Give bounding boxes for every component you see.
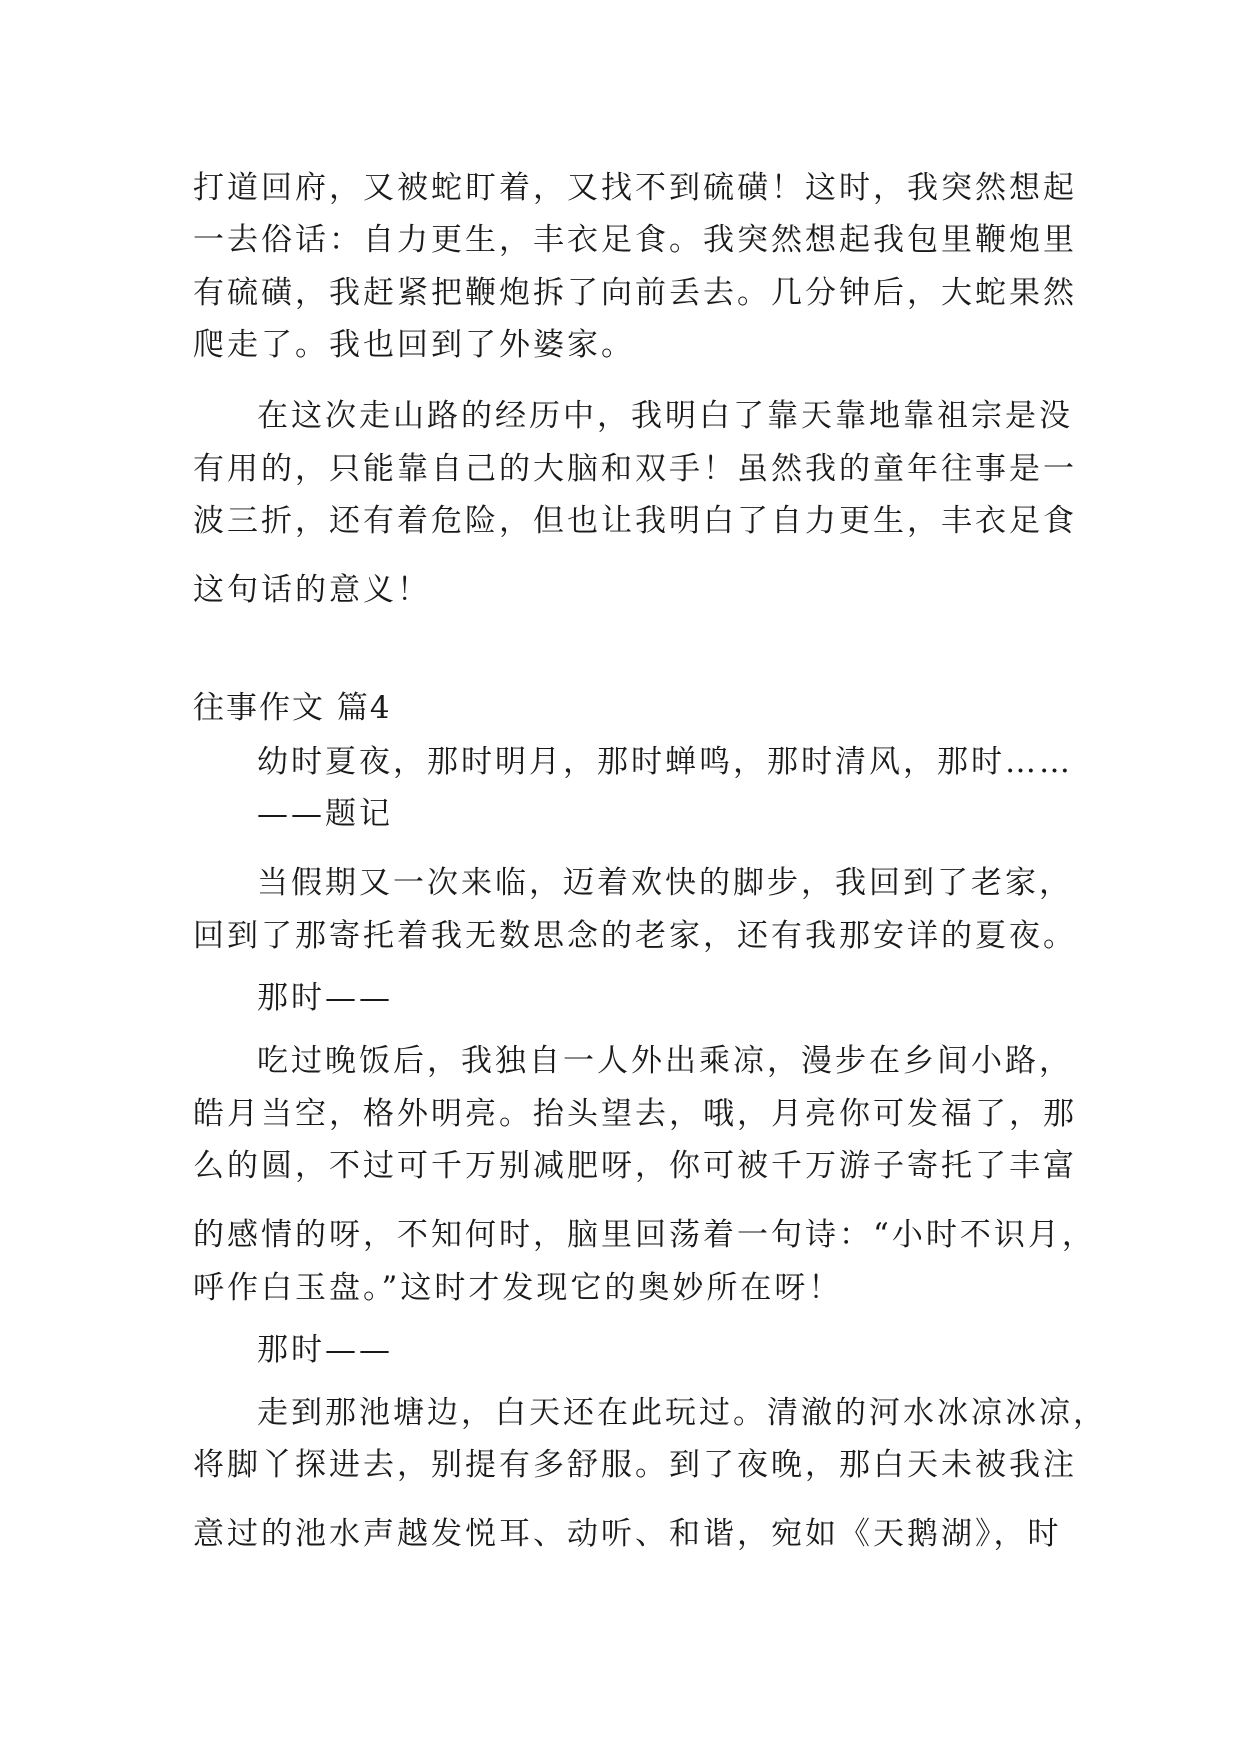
paragraph-line: 打道回府，又被蛇盯着，又找不到硫磺！这时，我突然想起: [193, 170, 1077, 206]
paragraph-line: 有硫磺，我赶紧把鞭炮拆了向前丢去。几分钟后，大蛇果然: [193, 275, 1077, 311]
paragraph-line: 皓月当空，格外明亮。抬头望去，哦，月亮你可发福了，那: [193, 1096, 1077, 1132]
paragraph-line: 那时——: [257, 980, 393, 1016]
paragraph-line: 意过的池水声越发悦耳、动听、和谐，宛如《天鹅湖》，时: [193, 1516, 1062, 1552]
paragraph-line: 回到了那寄托着我无数思念的老家，还有我那安详的夏夜。: [193, 918, 1077, 954]
paragraph-line: 么的圆，不过可千万别减肥呀，你可被千万游子寄托了丰富: [193, 1148, 1077, 1184]
paragraph-line: 呼作白玉盘。”这时才发现它的奥妙所在呀！: [193, 1270, 843, 1306]
paragraph-line: 的感情的呀，不知何时，脑里回荡着一句诗：“小时不识月，: [193, 1217, 1096, 1253]
paragraph-line: 在这次走山路的经历中，我明白了靠天靠地靠祖宗是没: [257, 398, 1073, 434]
epigraph-attribution: ——题记: [257, 796, 393, 832]
paragraph-line: 这句话的意义！: [193, 572, 431, 608]
paragraph-line: 一去俗话：自力更生，丰衣足食。我突然想起我包里鞭炮里: [193, 222, 1077, 258]
paragraph-line: 有用的，只能靠自己的大脑和双手！虽然我的童年往事是一: [193, 451, 1077, 487]
paragraph-line: 走到那池塘边，白天还在此玩过。清澈的河水冰凉冰凉，: [257, 1395, 1107, 1431]
paragraph-line: 爬走了。我也回到了外婆家。: [193, 327, 635, 363]
paragraph-line: 吃过晚饭后，我独自一人外出乘凉，漫步在乡间小路，: [257, 1043, 1073, 1079]
epigraph: 幼时夏夜，那时明月，那时蝉鸣，那时清风，那时……: [257, 744, 1073, 780]
paragraph-line: 那时——: [257, 1332, 393, 1368]
paragraph-line: 当假期又一次来临，迈着欢快的脚步，我回到了老家，: [257, 865, 1073, 901]
paragraph-line: 将脚丫探进去，别提有多舒服。到了夜晚，那白天未被我注: [193, 1447, 1077, 1483]
paragraph-line: 波三折，还有着危险，但也让我明白了自力更生，丰衣足食: [193, 503, 1077, 539]
section-title: 往事作文 篇4: [193, 690, 392, 726]
